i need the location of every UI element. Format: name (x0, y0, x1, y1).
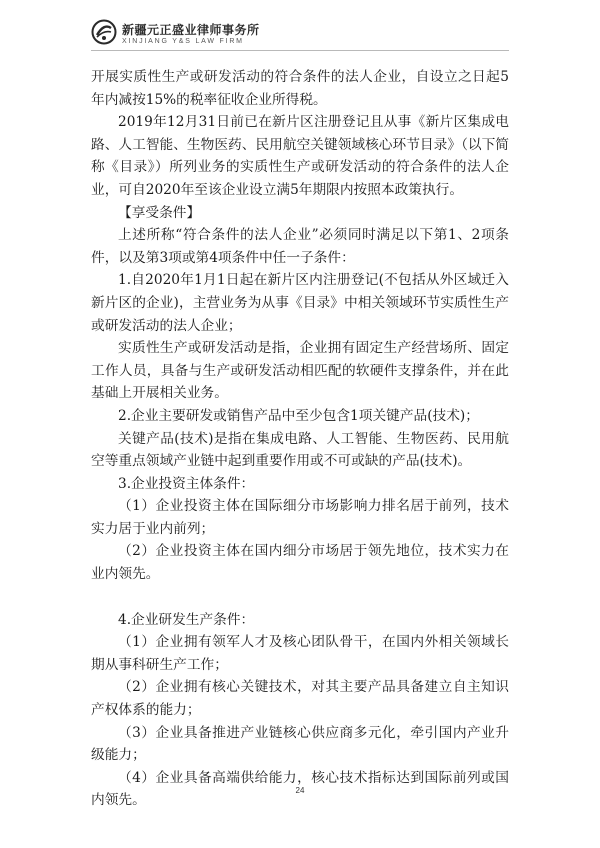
page-number: 24 (295, 786, 305, 795)
condition-3-heading: 3.企业投资主体条件： (118, 475, 255, 492)
paragraph-registration-note: 2019年12月31日前已在新片区注册登记且从事《新片区集成电路、人工智能、生物医药、民用航空关键领域核心环节目录》（以下简称《目录》）所列业务的实质性生产或研发活动的符合条件的法人企业，可自2020年至该企业设立满5年期限内按照本政策执行。 (91, 114, 509, 198)
law-firm-logo (91, 19, 117, 45)
document-body (91, 66, 509, 812)
paragraph-conditions-intro: 上述所称“符合条件的法人企业”必须同时满足以下第1、2项条件，以及第3项或第4项条件中任一子条件： (91, 227, 509, 266)
section-heading-conditions: 【享受条件】 (118, 204, 201, 221)
condition-3-item-1: （1）企业投资主体在国际细分市场影响力排名居于前列，技术实力居于业内前列； (91, 498, 509, 537)
condition-4-heading: 4.企业研发生产条件： (118, 611, 255, 628)
paragraph-tax-rate: 开展实质性生产或研发活动的符合条件的法人企业，自设立之日起5年内减按15%的税率征收企业所得税。 (91, 69, 509, 108)
condition-4-item-1: （1）企业拥有领军人才及核心团队骨干，在国内外相关领域长期从事科研生产工作； (91, 634, 509, 673)
header-divider (91, 50, 509, 51)
condition-1: 1.自2020年1月1日起在新片区内注册登记(不包括从外区域迁入新片区的企业)，主营业务为从事《目录》中相关领域环节实质性生产或研发活动的法人企业； (91, 272, 509, 334)
condition-4-item-3: （3）企业具备推进产业链核心供应商多元化，牵引国内产业升级能力； (91, 724, 509, 764)
law-firm-name-cn: 新疆元正盛业律师事务所 (122, 23, 260, 37)
condition-2: 2.企业主要研发或销售产品中至少包含1项关键产品(技术)； (118, 407, 479, 424)
condition-4-item-4: （4）企业具备高端供给能力，核心技术指标达到国际前列或国内领先。 (91, 769, 509, 809)
page-header (91, 17, 531, 51)
law-firm-name-en: XINJIANG Y&S LAW FIRM (122, 38, 244, 45)
condition-3-item-2: （2）企业投资主体在国内细分市场居于领先地位，技术实力在业内领先。 (91, 543, 509, 583)
condition-4-item-2: （2）企业拥有核心关键技术，对其主要产品具备建立自主知识产权体系的能力； (91, 679, 509, 719)
condition-2-definition: 关键产品(技术)是指在集成电路、人工智能、生物医药、民用航空等重点领域产业链中起到重要作用或不可或缺的产品(技术)。 (91, 430, 509, 470)
condition-1-definition: 实质性生产或研发活动是指，企业拥有固定生产经营场所、固定工作人员，具备与生产或研发活动相匹配的软硬件支撑条件，并在此基础上开展相关业务。 (91, 340, 509, 402)
blank-line (91, 586, 509, 609)
